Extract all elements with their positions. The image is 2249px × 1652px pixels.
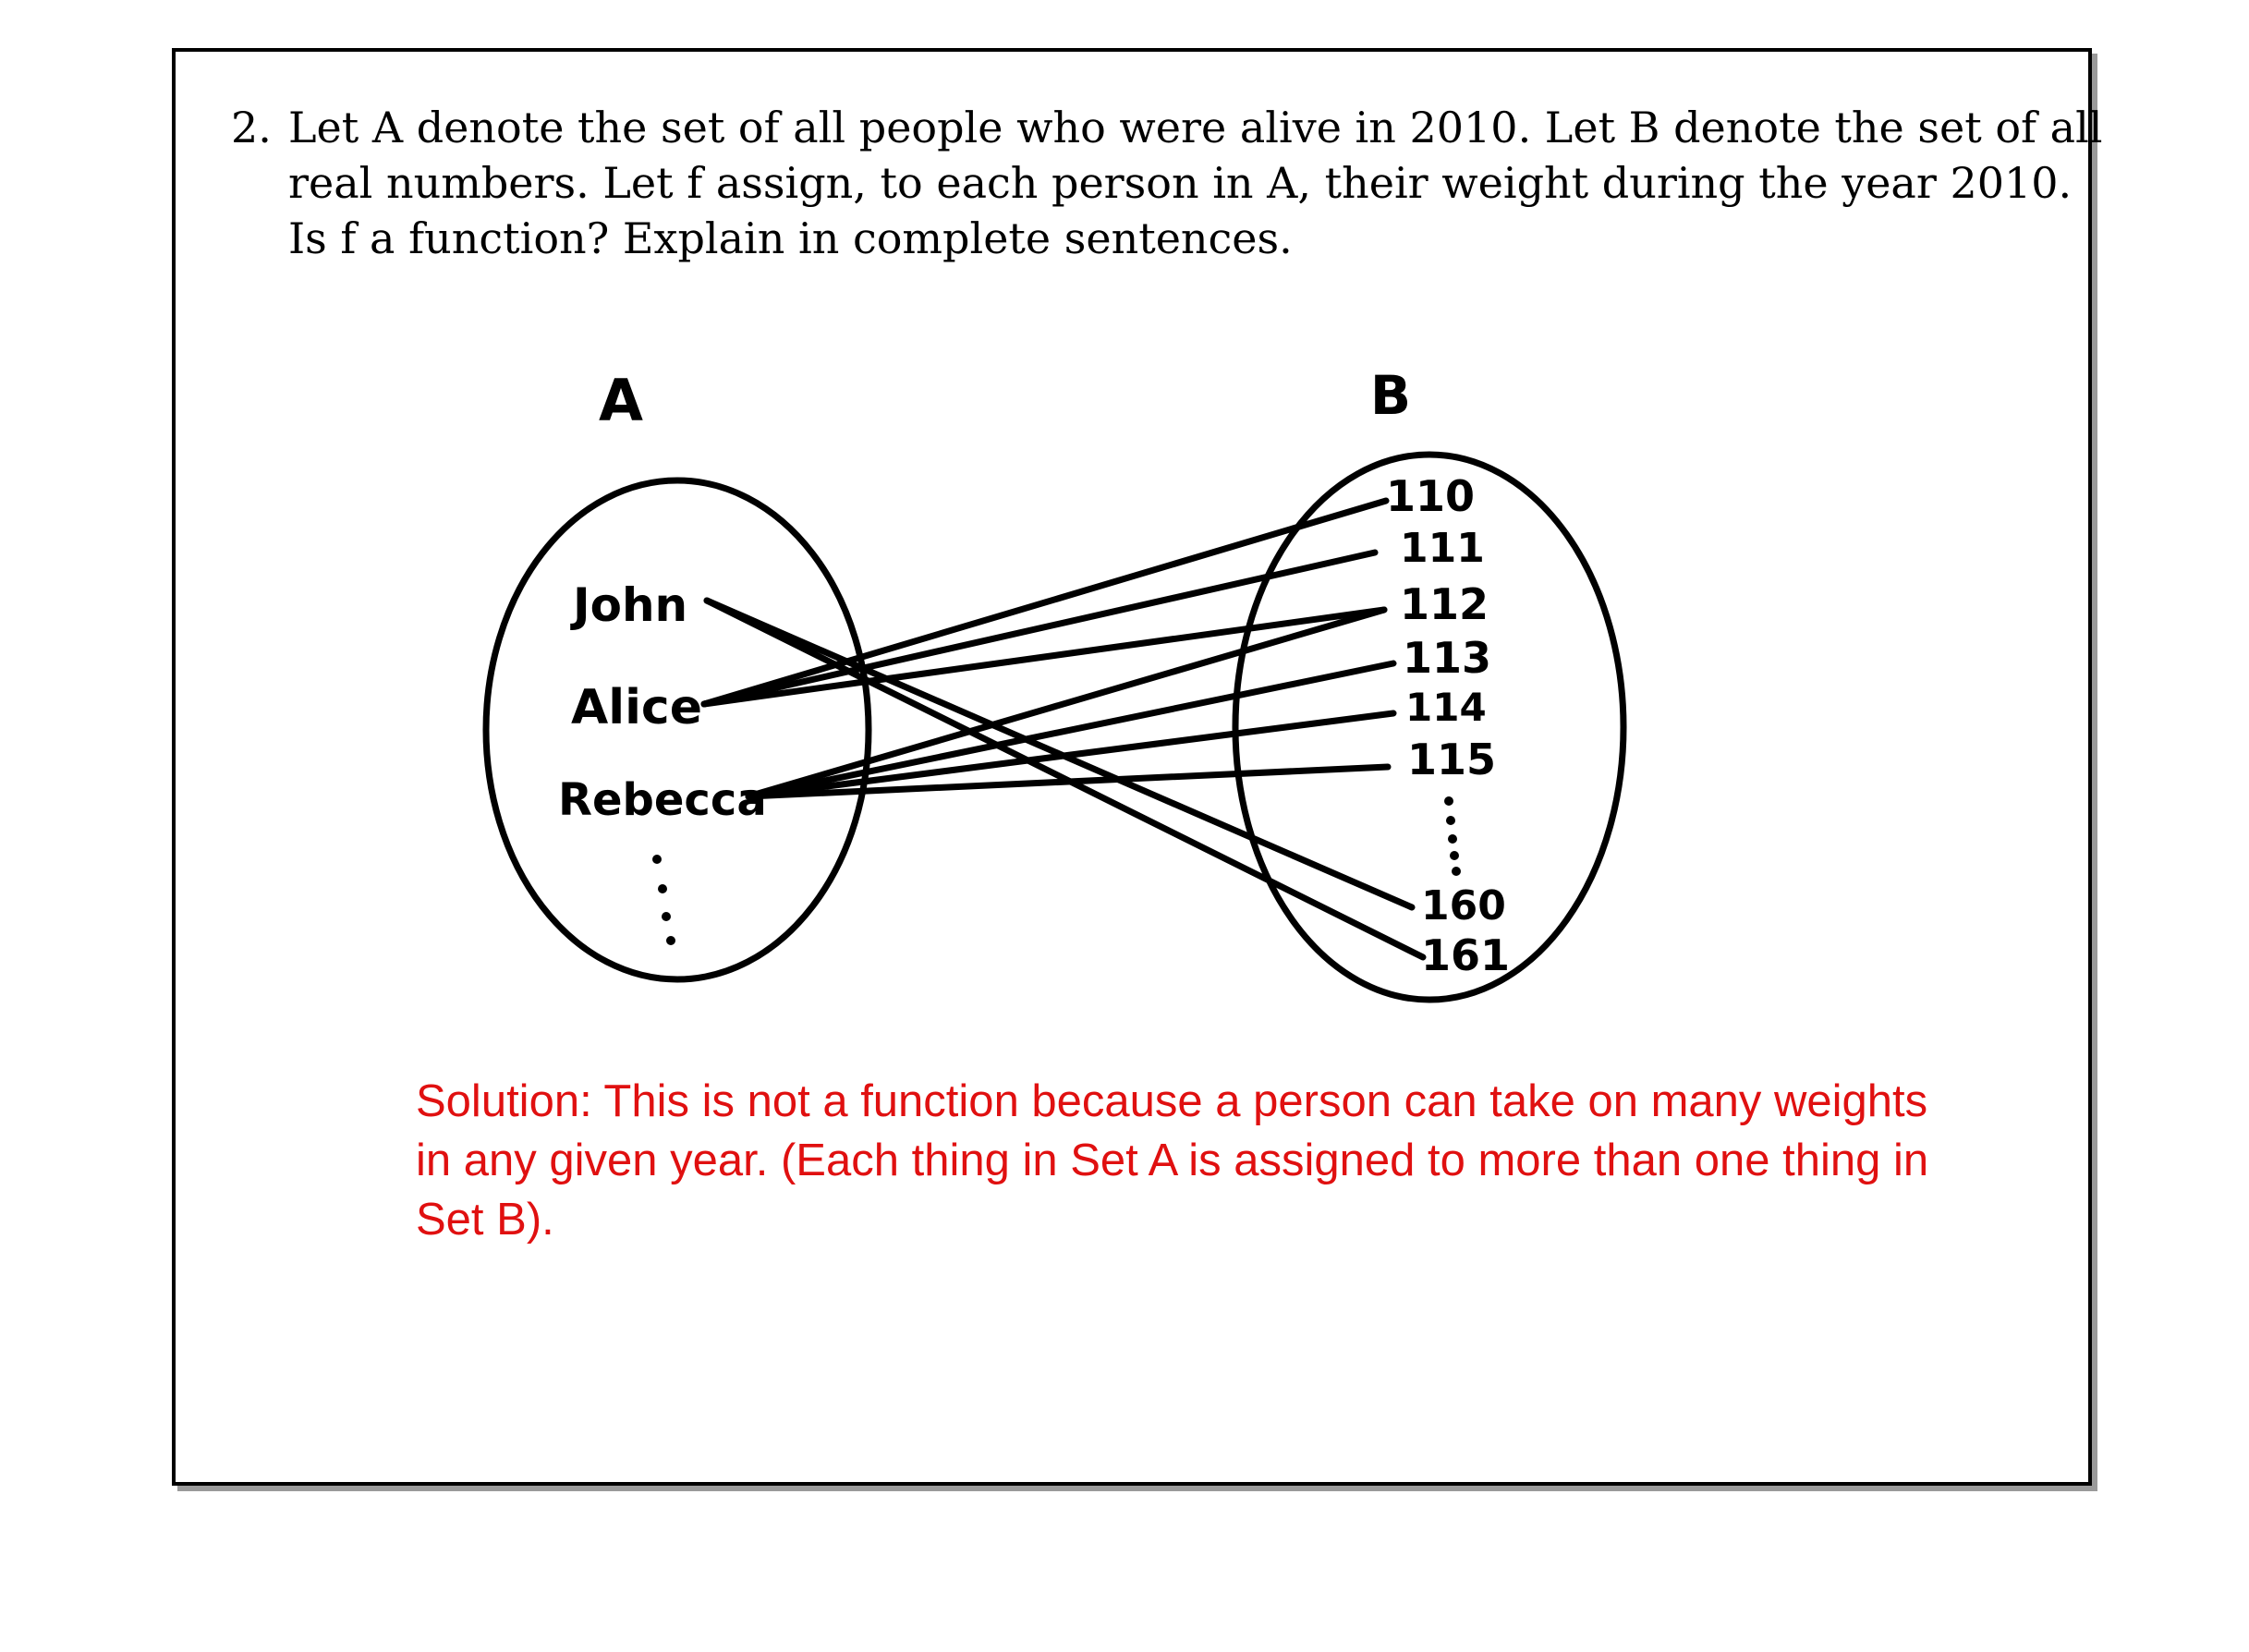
codomain-label-114: 114 <box>1405 685 1487 730</box>
domain-label-rebecca: Rebecca <box>558 774 767 826</box>
domain-ellipsis-dot <box>666 936 675 945</box>
set-b-label: B <box>1369 364 1412 427</box>
domain-ellipsis-dot <box>658 884 667 893</box>
codomain-ellipsis-dot <box>1446 816 1455 825</box>
question-line-2: real numbers. Let f assign, to each person in A, their weight during the year 2010. <box>288 158 2073 208</box>
domain-ellipsis-dot <box>662 912 671 921</box>
solution <box>416 1072 2042 1249</box>
codomain-label-160: 160 <box>1421 882 1506 929</box>
codomain-label-113: 113 <box>1403 633 1492 683</box>
question-line-1: Let A denote the set of all people who were alive in 2010. Let B denote the set of all <box>288 103 2103 152</box>
question-line-3: Is f a function? Explain in complete sentences. <box>288 213 1293 263</box>
codomain-label-112: 112 <box>1400 579 1489 629</box>
codomain-label-115: 115 <box>1407 735 1497 784</box>
codomain-label-111: 111 <box>1400 525 1485 572</box>
question-number: 2. <box>231 103 272 152</box>
solution-line-3: Set B). <box>416 1195 554 1245</box>
domain-ellipsis-dot <box>652 855 662 864</box>
codomain-ellipsis-dot <box>1452 867 1461 876</box>
solution-line-1: Solution: This is not a function because a person can take on many weights <box>416 1076 1928 1126</box>
domain-label-alice: Alice <box>571 680 702 735</box>
set-a-label: A <box>599 367 643 434</box>
mapping-line-alice-110 <box>704 501 1386 704</box>
domain-label-john: John <box>573 578 688 632</box>
mapping-lines <box>704 501 1423 957</box>
solution-line-2: in any given year. (Each thing in Set A is assigned to more than one thing in <box>416 1136 1929 1185</box>
codomain-ellipsis-dot <box>1448 834 1457 844</box>
codomain-ellipsis-dot <box>1444 796 1453 806</box>
codomain-ellipsis-dot <box>1450 851 1459 860</box>
codomain-label-110: 110 <box>1386 471 1476 521</box>
codomain-label-161: 161 <box>1421 930 1511 980</box>
